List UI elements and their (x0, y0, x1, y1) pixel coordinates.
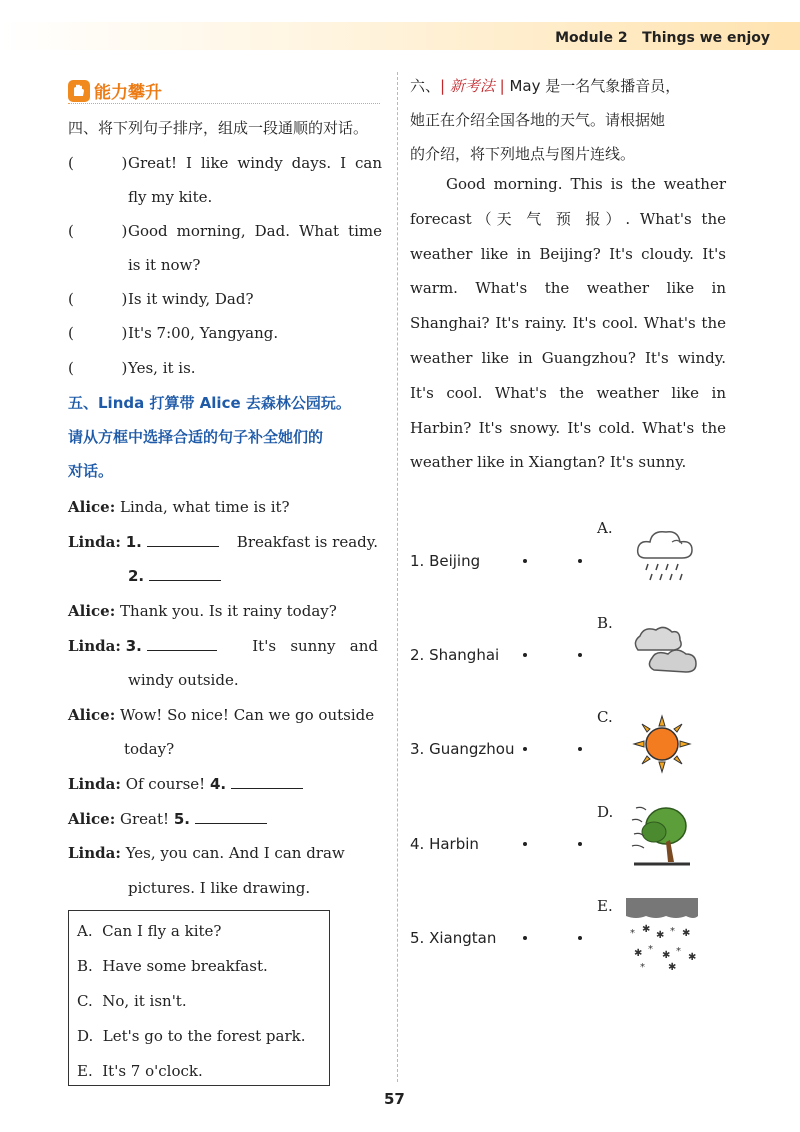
svg-text:*: * (640, 962, 645, 973)
picture-letter-c: C. (597, 708, 613, 726)
place-dot-4[interactable] (523, 842, 527, 846)
option-e: E. It's 7 o'clock. (77, 1062, 203, 1080)
picture-letter-a: A. (597, 519, 613, 537)
line-text: It's sunny and (252, 637, 378, 655)
q4-item-1-line1: Great! I like windy days. I can (128, 154, 382, 172)
q4-paren-2[interactable]: ( ) (68, 222, 128, 240)
place-2: 2. Shanghai (410, 646, 500, 664)
dialog-line-6 (68, 705, 374, 725)
dialog-line-3 (128, 566, 221, 586)
line-text: Breakfast is ready. (236, 533, 378, 551)
dialog-line-6b: today? (124, 740, 175, 758)
answer-blank-5[interactable] (195, 809, 267, 824)
blank-number: 2. (128, 567, 145, 585)
q4-item-1-line2: fly my kite. (128, 188, 213, 206)
q4-paren-1[interactable]: ( ) (68, 154, 128, 172)
picture-letter-d: D. (597, 803, 614, 821)
svg-text:✱: ✱ (682, 928, 691, 939)
q4-paren-4[interactable]: ( ) (68, 324, 128, 342)
svg-text:✱: ✱ (662, 950, 671, 961)
dialog-line-8 (68, 809, 267, 829)
place-3: 3. Guangzhou (410, 740, 515, 758)
dialog-line-9 (68, 843, 345, 863)
picture-dot-c[interactable] (578, 747, 582, 751)
picture-dot-a[interactable] (578, 559, 582, 563)
answer-blank-1[interactable] (147, 532, 219, 547)
answer-blank-4[interactable] (231, 774, 303, 789)
speaker: Linda: (68, 775, 121, 793)
q4-item-5: Yes, it is. (128, 359, 196, 377)
dialog-line-9b: pictures. I like drawing. (128, 879, 311, 897)
section-underline (68, 103, 380, 104)
q5-title-line2: 请从方框中选择合适的句子补全她们的 (68, 428, 324, 446)
place-dot-5[interactable] (523, 936, 527, 940)
q6-title-line2: 她正在介绍全国各地的天气。请根据她 (410, 111, 666, 129)
module-header: Module 2 Things we enjoy (555, 30, 770, 46)
speaker: Linda: (68, 637, 121, 655)
speaker: Alice: (68, 810, 116, 828)
dialog-line-4 (68, 601, 337, 621)
q4-paren-3[interactable]: ( ) (68, 290, 128, 308)
blank-number: 5. (173, 810, 190, 828)
q6-title-line1: 六、| 新考法 | May 是一名气象播音员， (410, 77, 681, 95)
option-a: A. Can I fly a kite? (77, 922, 222, 940)
picture-dot-b[interactable] (578, 653, 582, 657)
q6-prefix: 六、 (410, 77, 441, 95)
svg-text:✱: ✱ (668, 962, 677, 973)
speaker: Alice: (68, 706, 116, 724)
q6-title-line3: 的介绍，将下列地点与图片连线。 (410, 145, 636, 163)
place-dot-2[interactable] (523, 653, 527, 657)
picture-dot-d[interactable] (578, 842, 582, 846)
rain-cloud-icon (632, 524, 700, 590)
picture-dot-e[interactable] (578, 936, 582, 940)
q4-item-2-line1: Good morning, Dad. What time (128, 222, 382, 240)
speaker: Linda: (68, 844, 121, 862)
hand-icon (68, 80, 90, 102)
place-dot-3[interactable] (523, 747, 527, 751)
windy-tree-icon (630, 800, 694, 872)
line-text: Great! (120, 810, 170, 828)
svg-text:✱: ✱ (656, 930, 665, 941)
clouds-icon (630, 622, 702, 680)
q5-title-line1: 五、Linda 打算带 Alice 去森林公园玩。 (68, 394, 351, 412)
svg-text:*: * (670, 926, 675, 937)
q4-title: 四、将下列句子排序，组成一段通顺的对话。 (68, 119, 369, 137)
q6-title-rest: May 是一名气象播音员， (509, 77, 681, 95)
q4-item-2-line2: is it now? (128, 256, 201, 274)
speaker: Alice: (68, 602, 116, 620)
svg-text:*: * (676, 946, 681, 957)
blank-number: 4. (209, 775, 227, 793)
svg-text:*: * (630, 928, 635, 939)
line-text: Thank you. Is it rainy today? (120, 602, 337, 620)
place-4: 4. Harbin (410, 835, 479, 853)
place-5: 5. Xiangtan (410, 929, 497, 947)
q4-paren-5[interactable]: ( ) (68, 359, 128, 377)
speaker: Linda: (68, 533, 121, 551)
line-text: Linda, what time is it? (120, 498, 290, 516)
blank-number: 1. (125, 533, 142, 551)
picture-letter-b: B. (597, 614, 613, 632)
line-text: Wow! So nice! Can we go outside (120, 706, 375, 724)
place-dot-1[interactable] (523, 559, 527, 563)
line-text: Of course! (125, 775, 206, 793)
snow-icon (624, 896, 700, 974)
q4-item-4: It's 7:00, Yangyang. (128, 324, 279, 342)
place-1: 1. Beijing (410, 552, 481, 570)
svg-text:✱: ✱ (634, 948, 643, 959)
q5-title-line3: 对话。 (68, 462, 114, 480)
blank-number: 3. (125, 637, 142, 655)
option-c: C. No, it isn't. (77, 992, 187, 1010)
sun-icon (632, 714, 692, 774)
dialog-line-2 (68, 532, 380, 552)
weather-passage: Good morning. This is the weather forecast（天 气 预 报）. What's the weather like in Beijing? It's cloudy. It's warm. What's the weather like in Shanghai? It's rainy. It's cool. What's the weather like in Guangzhou? It's windy. It's cool. What's the weather like in Harbin? It's snowy. It's cold. What's the weather like in Xiangtan? It's sunny. (410, 175, 726, 472)
line-text: Yes, you can. And I can draw (125, 844, 345, 862)
dialog-line-7 (68, 774, 303, 794)
dialog-line-1 (68, 497, 290, 517)
page-number: 57 (384, 1090, 405, 1108)
svg-text:*: * (648, 944, 653, 955)
option-b: B. Have some breakfast. (77, 957, 268, 975)
q4-item-3: Is it windy, Dad? (128, 290, 254, 308)
dialog-line-5 (68, 636, 380, 656)
option-d: D. Let's go to the forest park. (77, 1027, 306, 1045)
answer-blank-2[interactable] (149, 566, 221, 581)
answer-blank-3[interactable] (147, 636, 217, 651)
picture-letter-e: E. (597, 897, 613, 915)
section-title: 能力攀升 (94, 83, 162, 103)
svg-text:✱: ✱ (642, 924, 651, 935)
new-method-tag: 新考法 (449, 77, 495, 95)
options-box (68, 910, 330, 1086)
speaker: Alice: (68, 498, 116, 516)
column-divider (397, 72, 398, 1082)
dialog-line-5b: windy outside. (128, 671, 239, 689)
svg-text:✱: ✱ (688, 952, 697, 963)
